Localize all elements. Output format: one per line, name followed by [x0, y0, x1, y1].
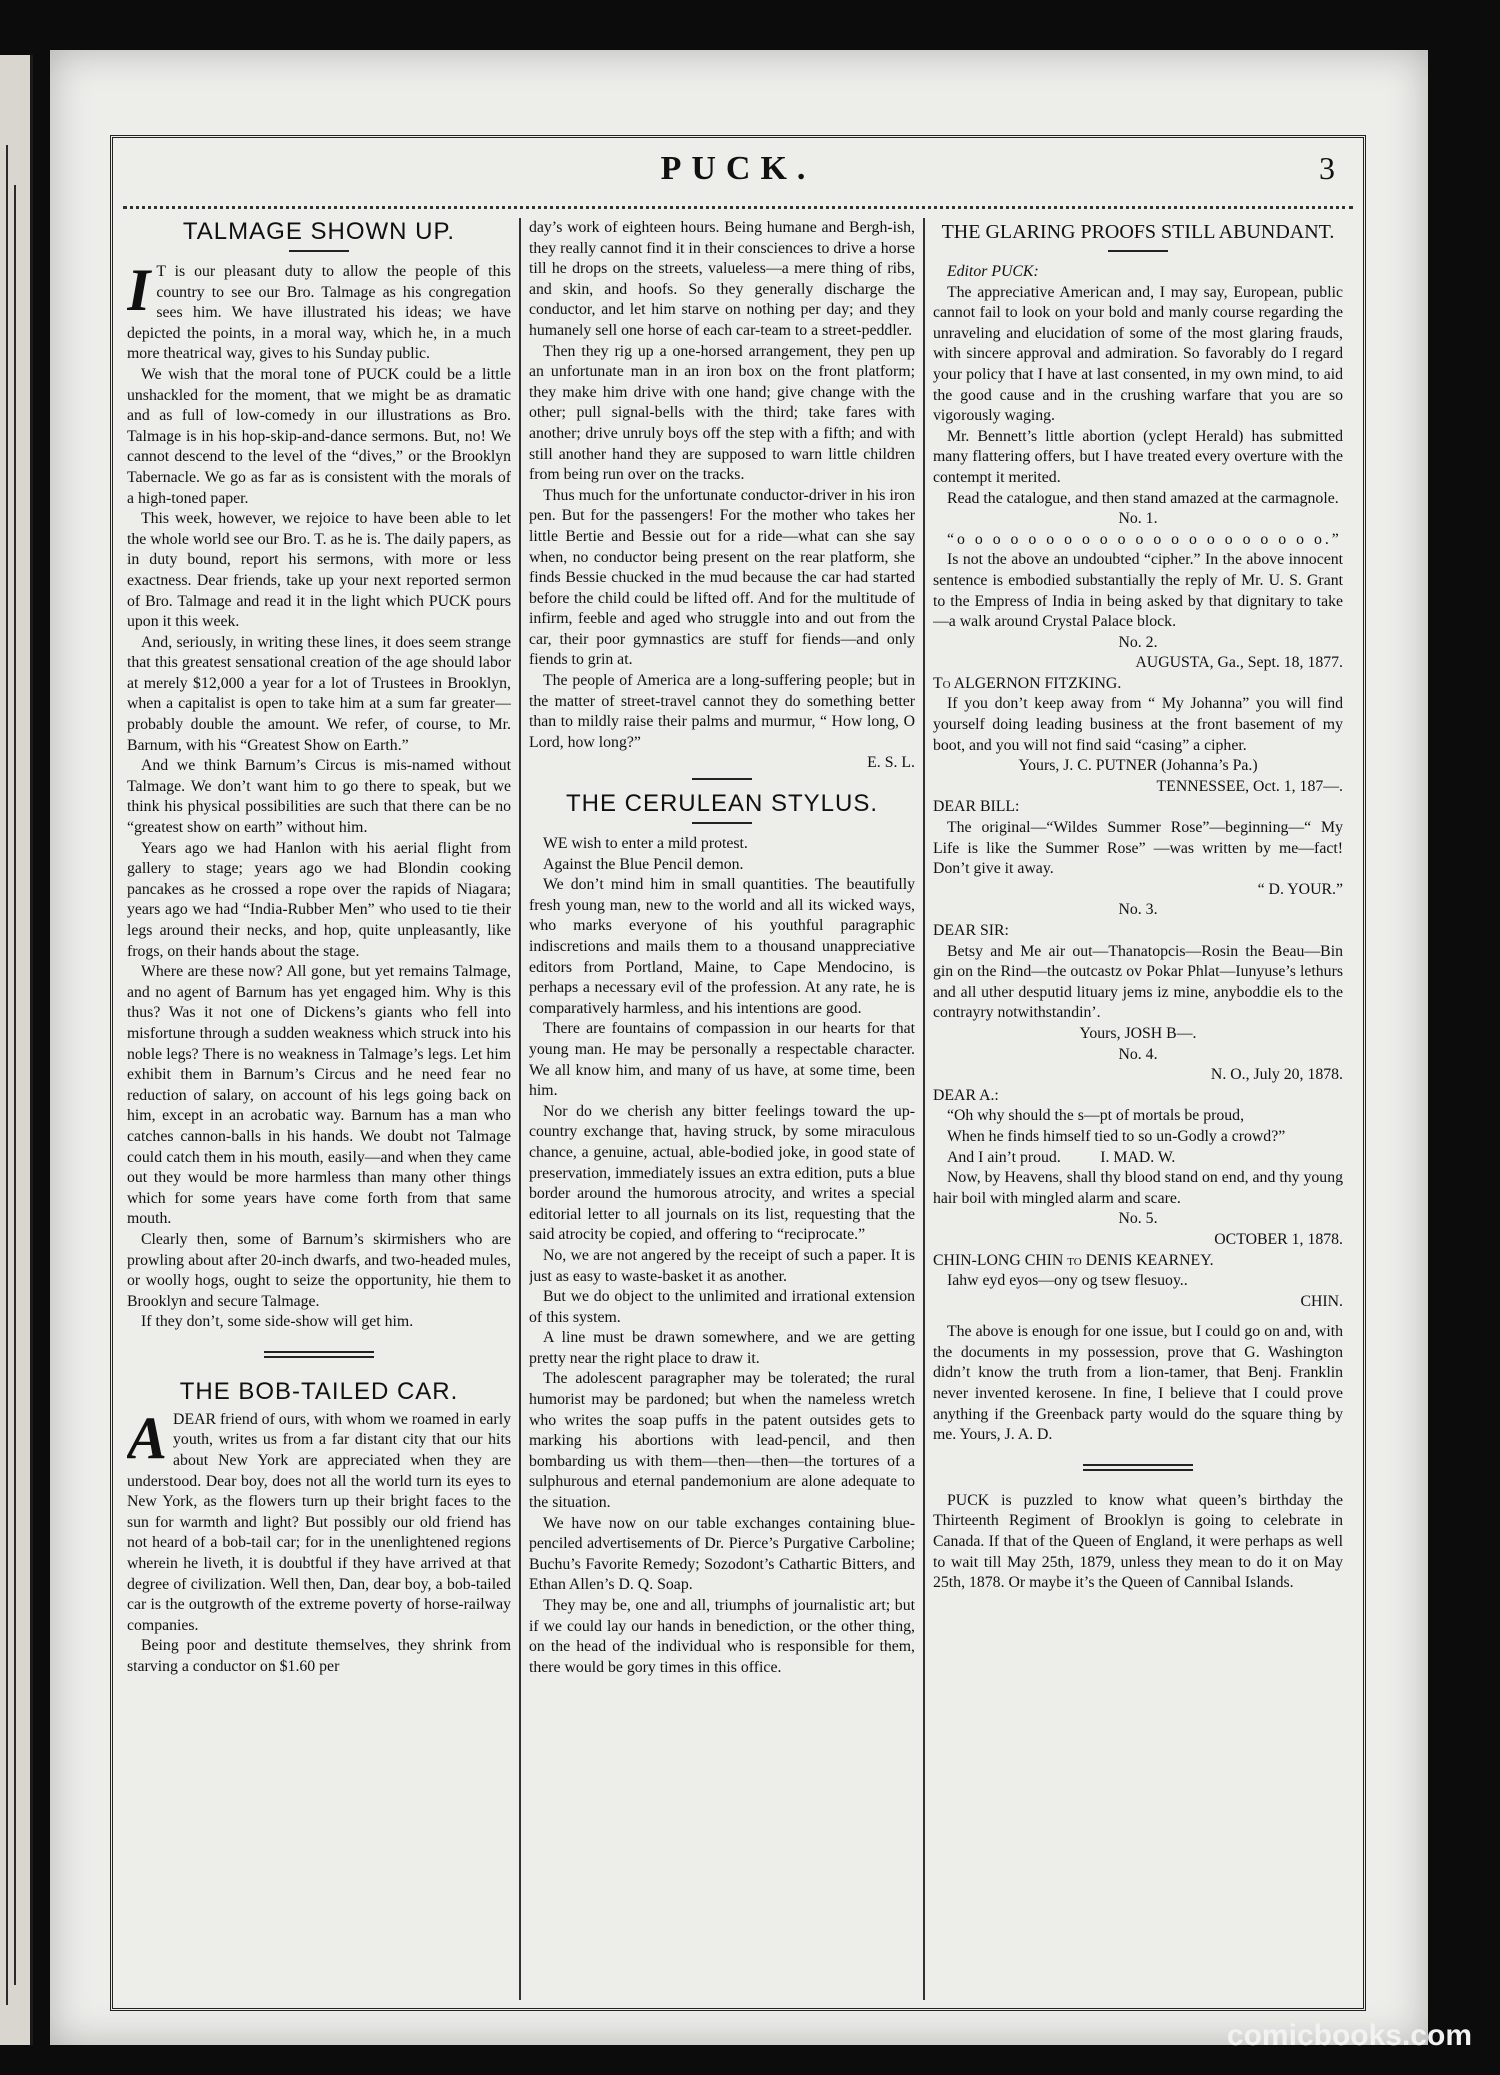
article-paragraph: Is not the above an undoubted “cipher.” In the above innocent sentence is embodied substantially the reply of Mr. U. S. Grant to the Empress of India in being asked by that dignitary to take—a walk around Crystal Palace block. [933, 551, 1343, 631]
article-paragraph: WE wish to enter a mild protest. [543, 835, 748, 853]
source-watermark: comicbooks.com [1226, 2019, 1472, 2052]
title-rule [692, 778, 752, 780]
article-paragraph: The adolescent paragrapher may be tolerated; the rural humorist may be pardoned; but when the nameless wretch who writes the soap puffs in the patent outsides gets to marking his abortions with lead-pencil, and then bombarding us with them—then—then—the tortures of a sulphurous and eternal pandemonium are alone adequate to the situation. [529, 1370, 915, 1512]
page-frame [110, 135, 1366, 2011]
article-paragraph: And we think Barnum’s Circus is mis-named without Talmage. We don’t want him to go there to speak, but we think his physical possibilities are such that there can be no “greatest show on earth” without him. [127, 757, 511, 837]
article-signature: E. S. L. [867, 754, 915, 772]
letter-dateline: N. O., July 20, 1878. [1210, 1066, 1343, 1084]
article-paragraph: Then they rig up a one-horsed arrangement, they pen up an unfortunate man in an iron box on the front platform; they make him drive with one hand; give change with the other; pull signal-bells with the third; take fares with another; drive unruly boys off the step with a fifth; and with still another hand they are supposed to warn little children from being run over on the tracks. [529, 342, 915, 484]
letter-salutation: DEAR A.: [933, 1086, 999, 1104]
article-paragraph: A line must be drawn somewhere, and we are getting pretty near the right place to draw it. [529, 1329, 915, 1367]
article-title-bob-tailed-car: THE BOB-TAILED CAR. [179, 1377, 459, 1405]
article-paragraph: But we do object to the unlimited and irrational extension of this system. [529, 1288, 915, 1326]
article-paragraph: Betsy and Me air out—Thanatopcis—Rosin the Beau—Bin gin on the Rind—the outcastz ov Pokar Phlat—Iunyuse’s lethurs and all uther desputid lituary jems iz mine, anyboddie els to the contrayry notwithstandin’. [933, 942, 1343, 1022]
letter-salutation: To ALGERNON FITZKING. [933, 674, 1122, 692]
title-rule [1108, 250, 1168, 252]
article-paragraph: Being poor and destitute themselves, they shrink from starving a conductor on $1.60 per [127, 1637, 511, 1675]
verse-line: And I ain’t proud. I. MAD. W. [947, 1148, 1176, 1166]
article-paragraph: Now, by Heavens, shall thy blood stand on end, and thy young hair boil with mingled alarm and scare. [933, 1169, 1343, 1207]
column-3 [933, 218, 1343, 1996]
article-paragraph: And, seriously, in writing these lines, it does seem strange that this greatest sensational creation of the age should labor at merely $12,000 a year for a lot of Trustees in Brooklyn, when a capitalist is open to take him at a sum far greater—probably double the amount. We refer, of course, to Mr. Barnum, with his “Greatest Show on Earth.” [127, 633, 511, 754]
article-paragraph: If you don’t keep away from “ My Johanna” you will find yourself doing leading business at the front basement of my boot, and you will not find said “casing” a cipher. [933, 695, 1343, 754]
exhibit-number: No. 4. [1118, 1045, 1158, 1063]
letter-dateline: AUGUSTA, Ga., Sept. 18, 1877. [1135, 654, 1343, 672]
article-paragraph: If they don’t, some side-show will get him. [141, 1313, 414, 1331]
article-paragraph: day’s work of eighteen hours. Being humane and Bergh-ish, they really cannot find it in their consciences to drive a horse till he drops on the streets, valueless—a mere thing of ribs, and skin, and hoofs. So they generally discharge the conductor, and let him starve on nothing per day; and they humanely sell one horse of each car-team to a street-peddler. [529, 219, 915, 339]
drop-cap: A [127, 1404, 168, 1471]
article-paragraph: Thus much for the unfortunate conductor-driver in his iron pen. But for the passengers! For the mother who takes her little Bertie and Bessie out for a ride—what can she say when, no conductor being present on the rear platform, she finds Bessie chucked in the mud because the car had started before the child could be lifted off. And for the multitude of infirm, feeble and aged who struggle into and out from the car, their poor gymnastics are stuff for fiends—and only fiends to grin at. [529, 486, 915, 669]
letter-signature: Yours, J. C. PUTNER (Johanna’s Pa.) [1018, 757, 1258, 775]
letter-salutation: DEAR BILL: [933, 798, 1020, 816]
article-paragraph: Against the Blue Pencil demon. [543, 855, 744, 873]
masthead-title: PUCK. [660, 150, 816, 187]
letter-dateline: TENNESSEE, Oct. 1, 187—. [1156, 777, 1343, 795]
header-rule [123, 206, 1353, 209]
column-divider [519, 218, 521, 2000]
column-2 [529, 218, 915, 1996]
article-paragraph: The people of America are a long-suffering people; but in the matter of street-travel cannot they do something better than to mildly raise their palms and murmur, “ How long, O Lord, how long?” [529, 672, 915, 751]
section-separator [264, 1351, 374, 1358]
letter-signature: Yours, JOSH B—. [1079, 1024, 1197, 1042]
article-paragraph: Nor do we cherish any bitter feelings toward the up-country exchange that, having struck, by some miraculous chance, a genuine, actual, able-bodied joke, in good state of preservation, immediately issues an extra edition, puts a blue border around the humorous atrocity, and writes a special editorial letter to all journals on its list, requesting that the said atrocity be copied, and offering to “reciprocate.” [529, 1102, 915, 1244]
verse-line: When he finds himself tied to so un-Godly a crowd?” [947, 1127, 1286, 1145]
column-1 [127, 218, 511, 1996]
letter-signature: CHIN. [1300, 1292, 1343, 1310]
letter-dateline: OCTOBER 1, 1878. [1214, 1230, 1343, 1248]
article-paragraph: Clearly then, some of Barnum’s skirmishers who are prowling about after 20-inch dwarfs, and two-headed mules, or woolly hogs, ought to seize the opportunity, hie them to Brooklyn and secure Talmage. [127, 1230, 511, 1310]
article-paragraph: We don’t mind him in small quantities. The beautifully fresh young man, new to the world and all its wicked ways, who marks everyone of his youthful paragraphic indiscretions and mails them to a thousand unappreciative editors from Portland, Maine, to Cape Mendocino, is perhaps a necessary evil of the profession. At any rate, he is comparatively harmless, and his intentions are good. [529, 876, 915, 1017]
article-paragraph: Years ago we had Hanlon with his aerial flight from gallery to stage; years ago we had Blondin cooking pancakes as he crossed a rope over the rapids of Niagara; years ago we had “India-Rubber Men” who used to tie their legs around their necks, and hop, quite unpleasantly, like frogs, on their hands about the stage. [127, 839, 511, 960]
article-paragraph: This week, however, we rejoice to have been able to let the whole world see our Bro. T. as he is. The daily papers, as in duty bound, report his sermons, with more or less exactness. Dear friends, take up your next reported sermon of Bro. Talmage and read it in the light which PUCK pours upon it this week. [127, 510, 511, 631]
article-paragraph: I T is our pleasant duty to allow the people of this country to see our Bro. Talmage as his congregation sees him. We have illustrated his ideas; we have depicted the points, in a moral way, which he, in a much more theatrical way, gives to his Sunday public. [127, 257, 511, 363]
title-rule [692, 822, 752, 824]
article-paragraph: Mr. Bennett’s little abortion (yclept Herald) has submitted many flattering offers, but I have treated every overture with the contempt it merited. [933, 427, 1343, 486]
article-paragraph: The original—“Wildes Summer Rose”—beginning—“ My Life is like the Summer Rose” —was written by me—fact! Don’t give it away. [933, 819, 1343, 878]
article-paragraph: The appreciative American and, I may say, European, public cannot fail to look on your bold and manly course regarding the unraveling and elucidation of some of the most glaring frauds, with sincere approval and admiration. So favorably do I regard your policy that I have at last consented, in my own mind, to aid the good cause and in the crushing warfare that you are so vigorously waging. [933, 283, 1343, 425]
article-paragraph: Read the catalogue, and then stand amazed at the carmagnole. [947, 489, 1339, 507]
letter-salutation: CHIN-LONG CHIN to DENIS KEARNEY. [933, 1251, 1214, 1269]
exhibit-number: No. 3. [1118, 901, 1158, 919]
exhibit-number: No. 2. [1118, 633, 1158, 651]
article-paragraph: There are fountains of compassion in our hearts for that young man. He may be personally a respectable character. We all know him, and many of us have, at some time, been him. [529, 1020, 915, 1100]
exhibit-cipher: “o o o o o o o o o o o o o o o o o o o o o.” [947, 530, 1342, 548]
section-separator [1083, 1464, 1193, 1471]
letter-salutation: Editor PUCK: [947, 263, 1039, 280]
article-paragraph: The above is enough for one issue, but I could go on and, with the documents in my possession, prove that G. Washington didn’t know the truth from a lion-tamer, that Benj. Franklin never invented kerosene. In fine, I believe that I could prove anything if the Greenback party would do the square thing by me. Yours, J. A. D. [933, 1323, 1343, 1444]
article-paragraph: ADEAR friend of ours, with whom we roamed in early youth, writes us from a far distant city that our hits about New York are appreciated when they are understood. Dear boy, does not all the world turn its eyes to New York, as the flowers turn up their bright faces to the sun for warmth and light? But possibly our old friend has not heard of a bob-tail car; for in the unenlightened regions wherein he liveth, it is doubtful if they have arrived at that degree of civilization. Well then, Dan, dear boy, a bob-tailed car is the outgrowth of the extreme poverty of horse-railway companies. [127, 1404, 511, 1634]
page-number: 3 [1319, 150, 1335, 186]
article-paragraph: Where are these now? All gone, but yet remains Talmage, and no agent of Barnum has yet engaged him. Why is this thus? Was it not one of Dickens’s giants who fell into misfortune through a sudden weakness which struck into his noble legs? There is no weakness in Talmage’s legs. Let him exhibit them in Barnum’s Circus and he need fear no reduction of salary, on account of his legs going back on him, except in an acrobatic way. Barnum has a man who catches cannon-balls in his hands. We doubt not Talmage could catch them in his mouth, easily—and when they came out they would be more harmless than many other things which for some years have come forth from that same mouth. [127, 963, 511, 1228]
article-paragraph: Iahw eyd eyos—ony og tsew flesuoy.. [947, 1272, 1188, 1290]
adjacent-page-edge [0, 55, 33, 2045]
exhibit-number: No. 1. [1118, 510, 1158, 528]
newspaper-page [50, 50, 1428, 2045]
exhibit-number: No. 5. [1118, 1210, 1158, 1228]
drop-cap: I [127, 257, 151, 323]
article-paragraph: No, we are not angered by the receipt of such a paper. It is just as easy to waste-basket it as another. [529, 1246, 915, 1285]
article-paragraph: They may be, one and all, triumphs of journalistic art; but if we could lay our hands in benediction, or the other thing, on the head of the individual who is responsible for them, there would be gory times in this office. [529, 1597, 915, 1676]
letter-signature: “ D. YOUR.” [1257, 880, 1343, 898]
article-paragraph: We wish that the moral tone of PUCK could be a little unshackled for the moment, that we might be as dramatic and as full of low-comedy in our illustrations as Bro. Talmage is in his hop-skip-and-dance sermons. But, no! We cannot descend to the level of the “dives,” or the Brooklyn Tabernacle. We go as far as is consistent with the morals of a high-toned paper. [127, 365, 511, 507]
title-rule [289, 250, 349, 252]
article-title-glaring-proofs: THE GLARING PROOFS STILL ABUNDANT. [941, 221, 1335, 243]
article-paragraph: PUCK is puzzled to know what queen’s birthday the Thirteenth Regiment of Brooklyn is going to celebrate in Canada. If that of the Queen of England, it were perhaps as well to wait till May 25th, 1879, unless they mean to do it on May 25th, 1878. Or maybe it’s the Queen of Cannibal Islands. [933, 1491, 1343, 1592]
article-title-talmage: TALMAGE SHOWN UP. [182, 218, 456, 245]
article-paragraph: We have now on our table exchanges containing blue-penciled advertisements of Dr. Pierce’s Purgative Carboline; Buchu’s Favorite Remedy; Sozodont’s Cathartic Bitters, and Ethan Allen’s D. Q. Soap. [529, 1514, 915, 1594]
column-divider [923, 218, 925, 2000]
letter-salutation: DEAR SIR: [933, 922, 1009, 939]
verse-line: “Oh why should the s—pt of mortals be proud, [947, 1107, 1245, 1125]
page-header [113, 150, 1363, 194]
article-title-cerulean-stylus: THE CERULEAN STYLUS. [565, 790, 879, 818]
